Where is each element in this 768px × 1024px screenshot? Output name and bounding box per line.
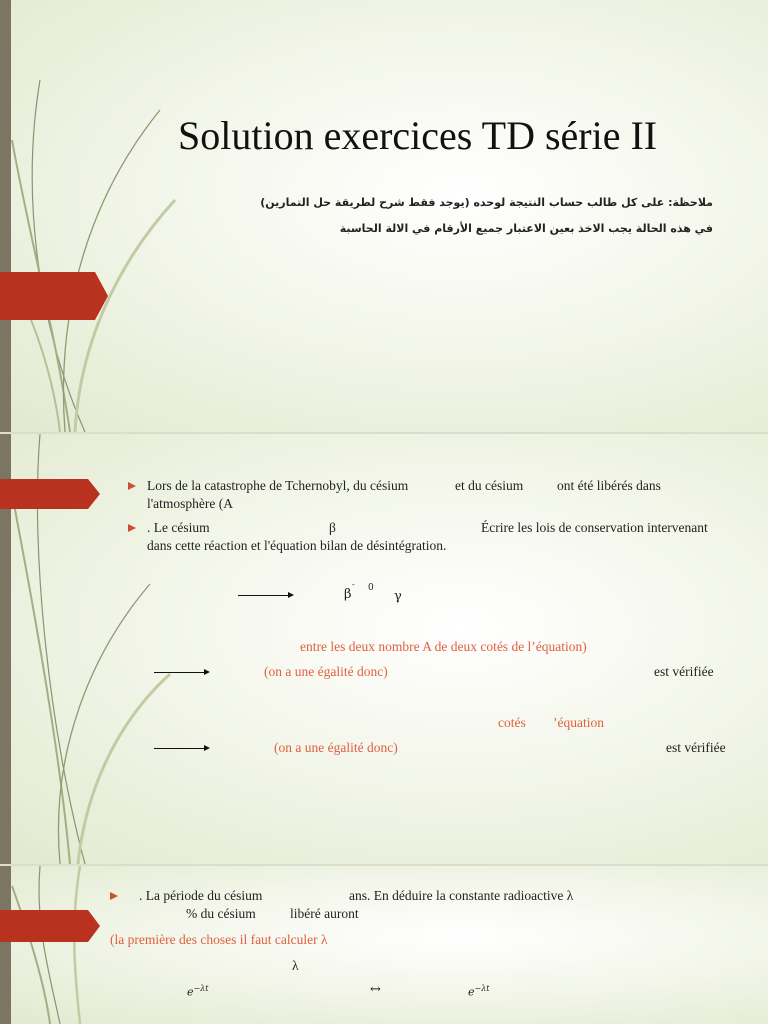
bullet2-text-a: . Le césium <box>147 520 210 535</box>
arabic-note-line-1: ملاحظة: على كل طالب حساب النتيجة لوحده (يوجد فقط شرح لطريقة حل التمارين) <box>260 196 713 209</box>
slide-exercise-1 <box>0 434 768 864</box>
bullet-arrow <box>128 482 136 490</box>
equality-text-2: (on a une égalité donc) <box>274 740 398 755</box>
bullet1-text-a: Lors de la catastrophe de Tchernobyl, du césium <box>147 478 409 493</box>
red-tab <box>0 910 100 942</box>
exponential-1: $e^{-\lambda t}$ <box>187 984 209 999</box>
bullet1-text-b: et du césium <box>455 478 524 493</box>
equivalence-symbol: ↔ <box>370 982 381 997</box>
slide-title-text: Solution exercices TD série II <box>178 113 658 158</box>
bullet-arrow <box>110 892 118 900</box>
bullet-arrow <box>128 524 136 532</box>
beta-symbol: β <box>344 587 352 602</box>
reaction-arrow <box>238 595 292 596</box>
verified-text-2: est vérifiée <box>666 740 726 755</box>
bullet1-text-c: ont été libérés dans <box>557 478 661 493</box>
cotes-text: cotés <box>498 715 526 730</box>
red-tab <box>0 479 100 509</box>
bullet2-text-line2: dans cette réaction et l'équation bilan de désintégration. <box>147 538 447 553</box>
slide-exercise-2 <box>0 866 768 1024</box>
result-arrow-1 <box>154 672 208 673</box>
verified-text-1: est vérifiée <box>654 664 714 679</box>
result-arrow-2 <box>154 748 208 749</box>
line2-text-b: libéré auront <box>290 906 359 921</box>
arabic-note-line-2: في هذه الحالة يجب الاخذ بعين الاعتبار جميع الأرقام في الالة الحاسبة <box>339 222 713 235</box>
left-accent-bar <box>0 866 11 1024</box>
red-tab <box>0 272 108 320</box>
bullet1-text-line2: l'atmosphère (A <box>147 496 234 511</box>
beta-minus-superscript: - <box>352 580 355 589</box>
bullet1-text-a: . La période du césium <box>139 888 263 903</box>
gamma-symbol: γ <box>394 589 402 604</box>
slide-title <box>0 0 768 432</box>
lambda-symbol: λ <box>292 958 299 973</box>
bullet2-text-b: Écrire les lois de conservation intervenant <box>481 520 708 535</box>
bullet1-text-b: ans. En déduire la constante radioactive λ <box>349 888 574 903</box>
line2-text-a: % du césium <box>186 906 256 921</box>
equality-text-1: (on a une égalité donc) <box>264 664 388 679</box>
decorative-curves <box>0 0 768 432</box>
exponential-2: $e^{-\lambda t}$ <box>468 984 490 999</box>
equation-text: ’équation <box>553 715 604 730</box>
conservation-A-text: entre les deux nombre A de deux cotés de l’équation) <box>300 639 587 654</box>
zero-superscript: 0 <box>368 583 374 593</box>
bullet2-beta: β <box>329 520 336 535</box>
left-accent-bar <box>0 0 11 432</box>
lambda-note: (la première des choses il faut calculer λ <box>110 932 328 947</box>
